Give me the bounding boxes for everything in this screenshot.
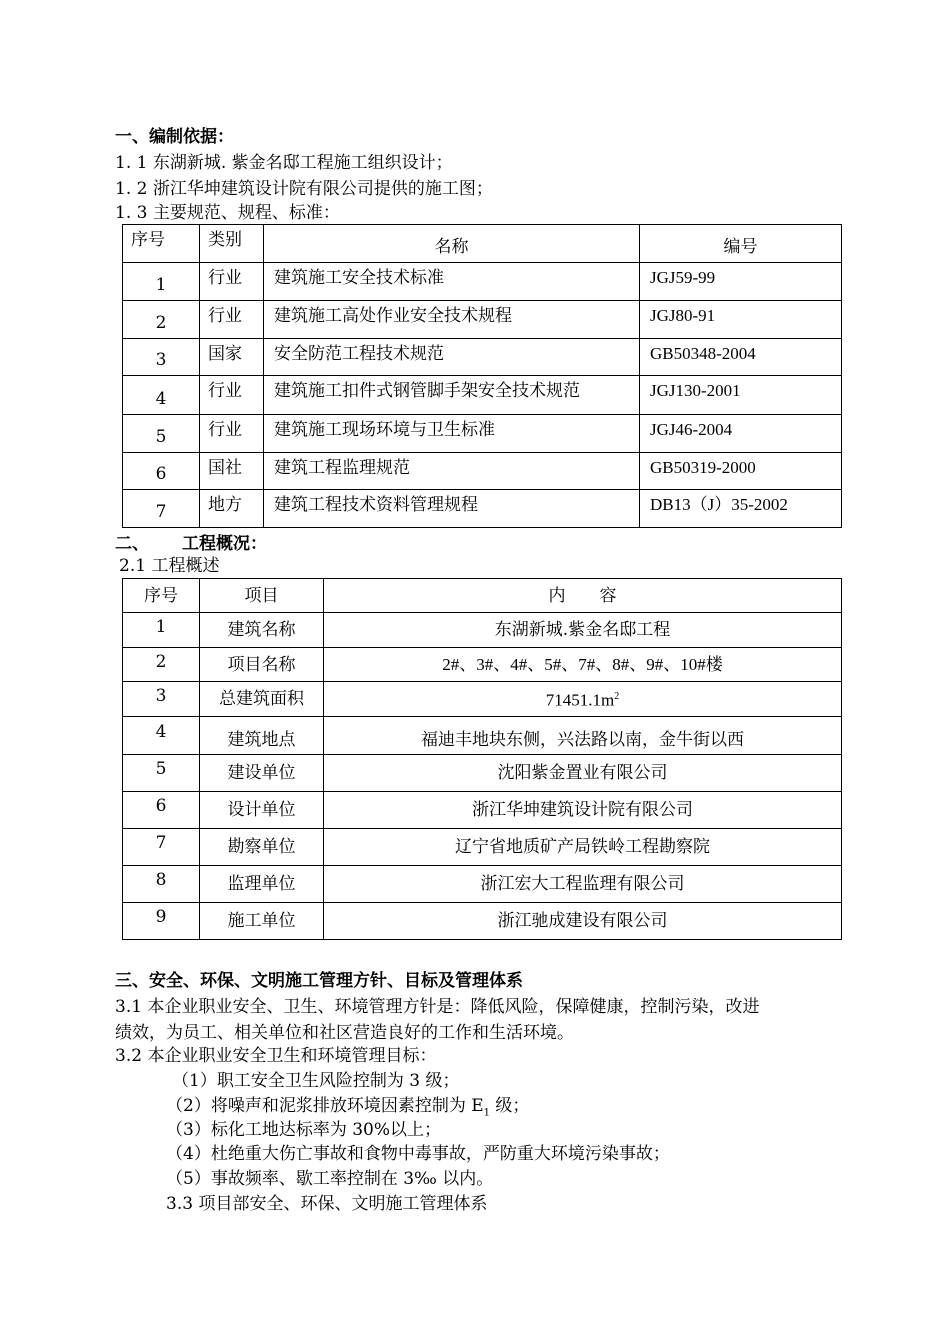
goal-3: （3）标化工地达标率为 30%以上； xyxy=(166,1120,442,1140)
row-seq: 5 xyxy=(123,755,200,792)
goal-4: （4）杜绝重大伤亡事故和食物中毒事故，严防重大环境污染事故； xyxy=(166,1144,670,1164)
row-seq: 1 xyxy=(123,613,200,648)
row-item: 建筑名称 xyxy=(200,613,324,648)
row-seq: 6 xyxy=(123,453,200,490)
row-category: 行业 xyxy=(200,376,264,415)
section3-heading: 三、安全、环保、文明施工管理方针、目标及管理体系 xyxy=(115,971,523,991)
section2-heading-number: 二、 xyxy=(115,534,149,554)
row-seq: 7 xyxy=(123,490,200,528)
row-content-area xyxy=(324,682,842,717)
section3-p31-line1: 3.1 本企业职业安全、卫生、环境管理方针是：降低风险，保障健康，控制污染，改进 xyxy=(115,997,760,1017)
row-seq: 1 xyxy=(123,263,200,301)
header-name: 名称 xyxy=(264,225,640,263)
row-name: 建筑施工扣件式钢管脚手架安全技术规范 xyxy=(264,376,640,415)
header-item: 项目 xyxy=(200,579,324,613)
row-seq: 7 xyxy=(123,829,200,866)
row-content: 2#、3#、4#、5#、7#、8#、9#、10#楼 xyxy=(324,648,842,682)
table-header-row xyxy=(123,225,842,263)
goal-2-subscript: 1 xyxy=(483,1107,491,1119)
row-seq: 4 xyxy=(123,717,200,755)
table-row xyxy=(123,829,842,866)
table-row xyxy=(123,263,842,301)
row-item: 设计单位 xyxy=(200,792,324,829)
row-code: JGJ130-2001 xyxy=(640,376,842,415)
standards-table xyxy=(122,224,842,528)
row-category: 国家 xyxy=(200,339,264,376)
section3-p32: 3.2 本企业职业安全卫生和环境管理目标： xyxy=(115,1046,437,1066)
row-item: 建筑地点 xyxy=(200,717,324,755)
row-code: GB50348-2004 xyxy=(640,339,842,376)
row-seq: 9 xyxy=(123,903,200,940)
table-row xyxy=(123,903,842,940)
row-category: 行业 xyxy=(200,263,264,301)
row-seq: 2 xyxy=(123,648,200,682)
row-content: 东湖新城.紫金名邸工程 xyxy=(324,613,842,648)
row-seq: 5 xyxy=(123,415,200,453)
row-code: DB13（J）35-2002 xyxy=(640,490,842,528)
row-name: 安全防范工程技术规范 xyxy=(264,339,640,376)
table-row xyxy=(123,717,842,755)
row-category: 行业 xyxy=(200,301,264,339)
table-header-row xyxy=(123,579,842,613)
row-name: 建筑工程监理规范 xyxy=(264,453,640,490)
header-code: 编号 xyxy=(640,225,842,263)
table-row xyxy=(123,682,842,717)
table-row xyxy=(123,376,842,415)
section1-item1: 1. 1 东湖新城. 紫金名邸工程施工组织设计； xyxy=(115,153,453,173)
header-category: 类别 xyxy=(200,225,264,263)
row-content: 浙江驰成建设有限公司 xyxy=(324,903,842,940)
table-row xyxy=(123,613,842,648)
table-row xyxy=(123,415,842,453)
section1-item2: 1. 2 浙江华坤建筑设计院有限公司提供的施工图； xyxy=(115,179,493,199)
row-content: 辽宁省地质矿产局铁岭工程勘察院 xyxy=(324,829,842,866)
row-code: JGJ59-99 xyxy=(640,263,842,301)
row-name: 建筑施工安全技术标准 xyxy=(264,263,640,301)
row-content: 沈阳紫金置业有限公司 xyxy=(324,755,842,792)
goal-1: （1）职工安全卫生风险控制为 3 级； xyxy=(172,1071,460,1091)
section3-p31-line2: 绩效，为员工、相关单位和社区营造良好的工作和生活环境。 xyxy=(115,1023,574,1043)
table-row xyxy=(123,490,842,528)
row-content: 浙江宏大工程监理有限公司 xyxy=(324,866,842,903)
area-unit-superscript: 2 xyxy=(614,691,620,703)
goal-2-text: （2）将噪声和泥浆排放环境因素控制为 E xyxy=(166,1096,484,1116)
section2-subheading: 2.1 工程概述 xyxy=(119,556,220,576)
section1-item3: 1. 3 主要规范、规程、标准： xyxy=(115,203,340,223)
row-category: 行业 xyxy=(200,415,264,453)
table-row xyxy=(123,866,842,903)
row-seq: 8 xyxy=(123,866,200,903)
row-item: 监理单位 xyxy=(200,866,324,903)
table-row xyxy=(123,792,842,829)
header-content: 内 容 xyxy=(324,579,842,613)
table-row xyxy=(123,453,842,490)
row-category: 国社 xyxy=(200,453,264,490)
row-item: 项目名称 xyxy=(200,648,324,682)
table-row xyxy=(123,339,842,376)
goal-5: （5）事故频率、歇工率控制在 3‰ 以内。 xyxy=(166,1169,494,1189)
row-item: 总建筑面积 xyxy=(200,682,324,717)
row-code: JGJ46-2004 xyxy=(640,415,842,453)
section3-p33: 3.3 项目部安全、环保、文明施工管理体系 xyxy=(166,1194,488,1214)
row-name: 建筑施工现场环境与卫生标准 xyxy=(264,415,640,453)
row-seq: 3 xyxy=(123,339,200,376)
header-seq: 序号 xyxy=(123,579,200,613)
row-seq: 4 xyxy=(123,376,200,415)
row-content: 浙江华坤建筑设计院有限公司 xyxy=(324,792,842,829)
row-seq: 3 xyxy=(123,682,200,717)
section2-heading: 工程概况： xyxy=(182,534,267,554)
row-seq: 2 xyxy=(123,301,200,339)
table-row xyxy=(123,301,842,339)
section1-heading: 一、编制依据： xyxy=(115,127,234,147)
goal-2-suffix: 级； xyxy=(490,1096,530,1116)
row-name: 建筑施工高处作业安全技术规程 xyxy=(264,301,640,339)
row-item: 建设单位 xyxy=(200,755,324,792)
row-code: GB50319-2000 xyxy=(640,453,842,490)
row-name: 建筑工程技术资料管理规程 xyxy=(264,490,640,528)
row-category: 地方 xyxy=(200,490,264,528)
row-seq: 6 xyxy=(123,792,200,829)
area-value: 71451.1m xyxy=(545,690,615,710)
row-item: 施工单位 xyxy=(200,903,324,940)
table-row xyxy=(123,755,842,792)
table-row xyxy=(123,648,842,682)
row-code: JGJ80-91 xyxy=(640,301,842,339)
overview-table xyxy=(122,578,842,940)
row-content: 福迪丰地块东侧，兴法路以南，金牛街以西 xyxy=(324,717,842,755)
header-seq: 序号 xyxy=(123,225,200,263)
row-item: 勘察单位 xyxy=(200,829,324,866)
